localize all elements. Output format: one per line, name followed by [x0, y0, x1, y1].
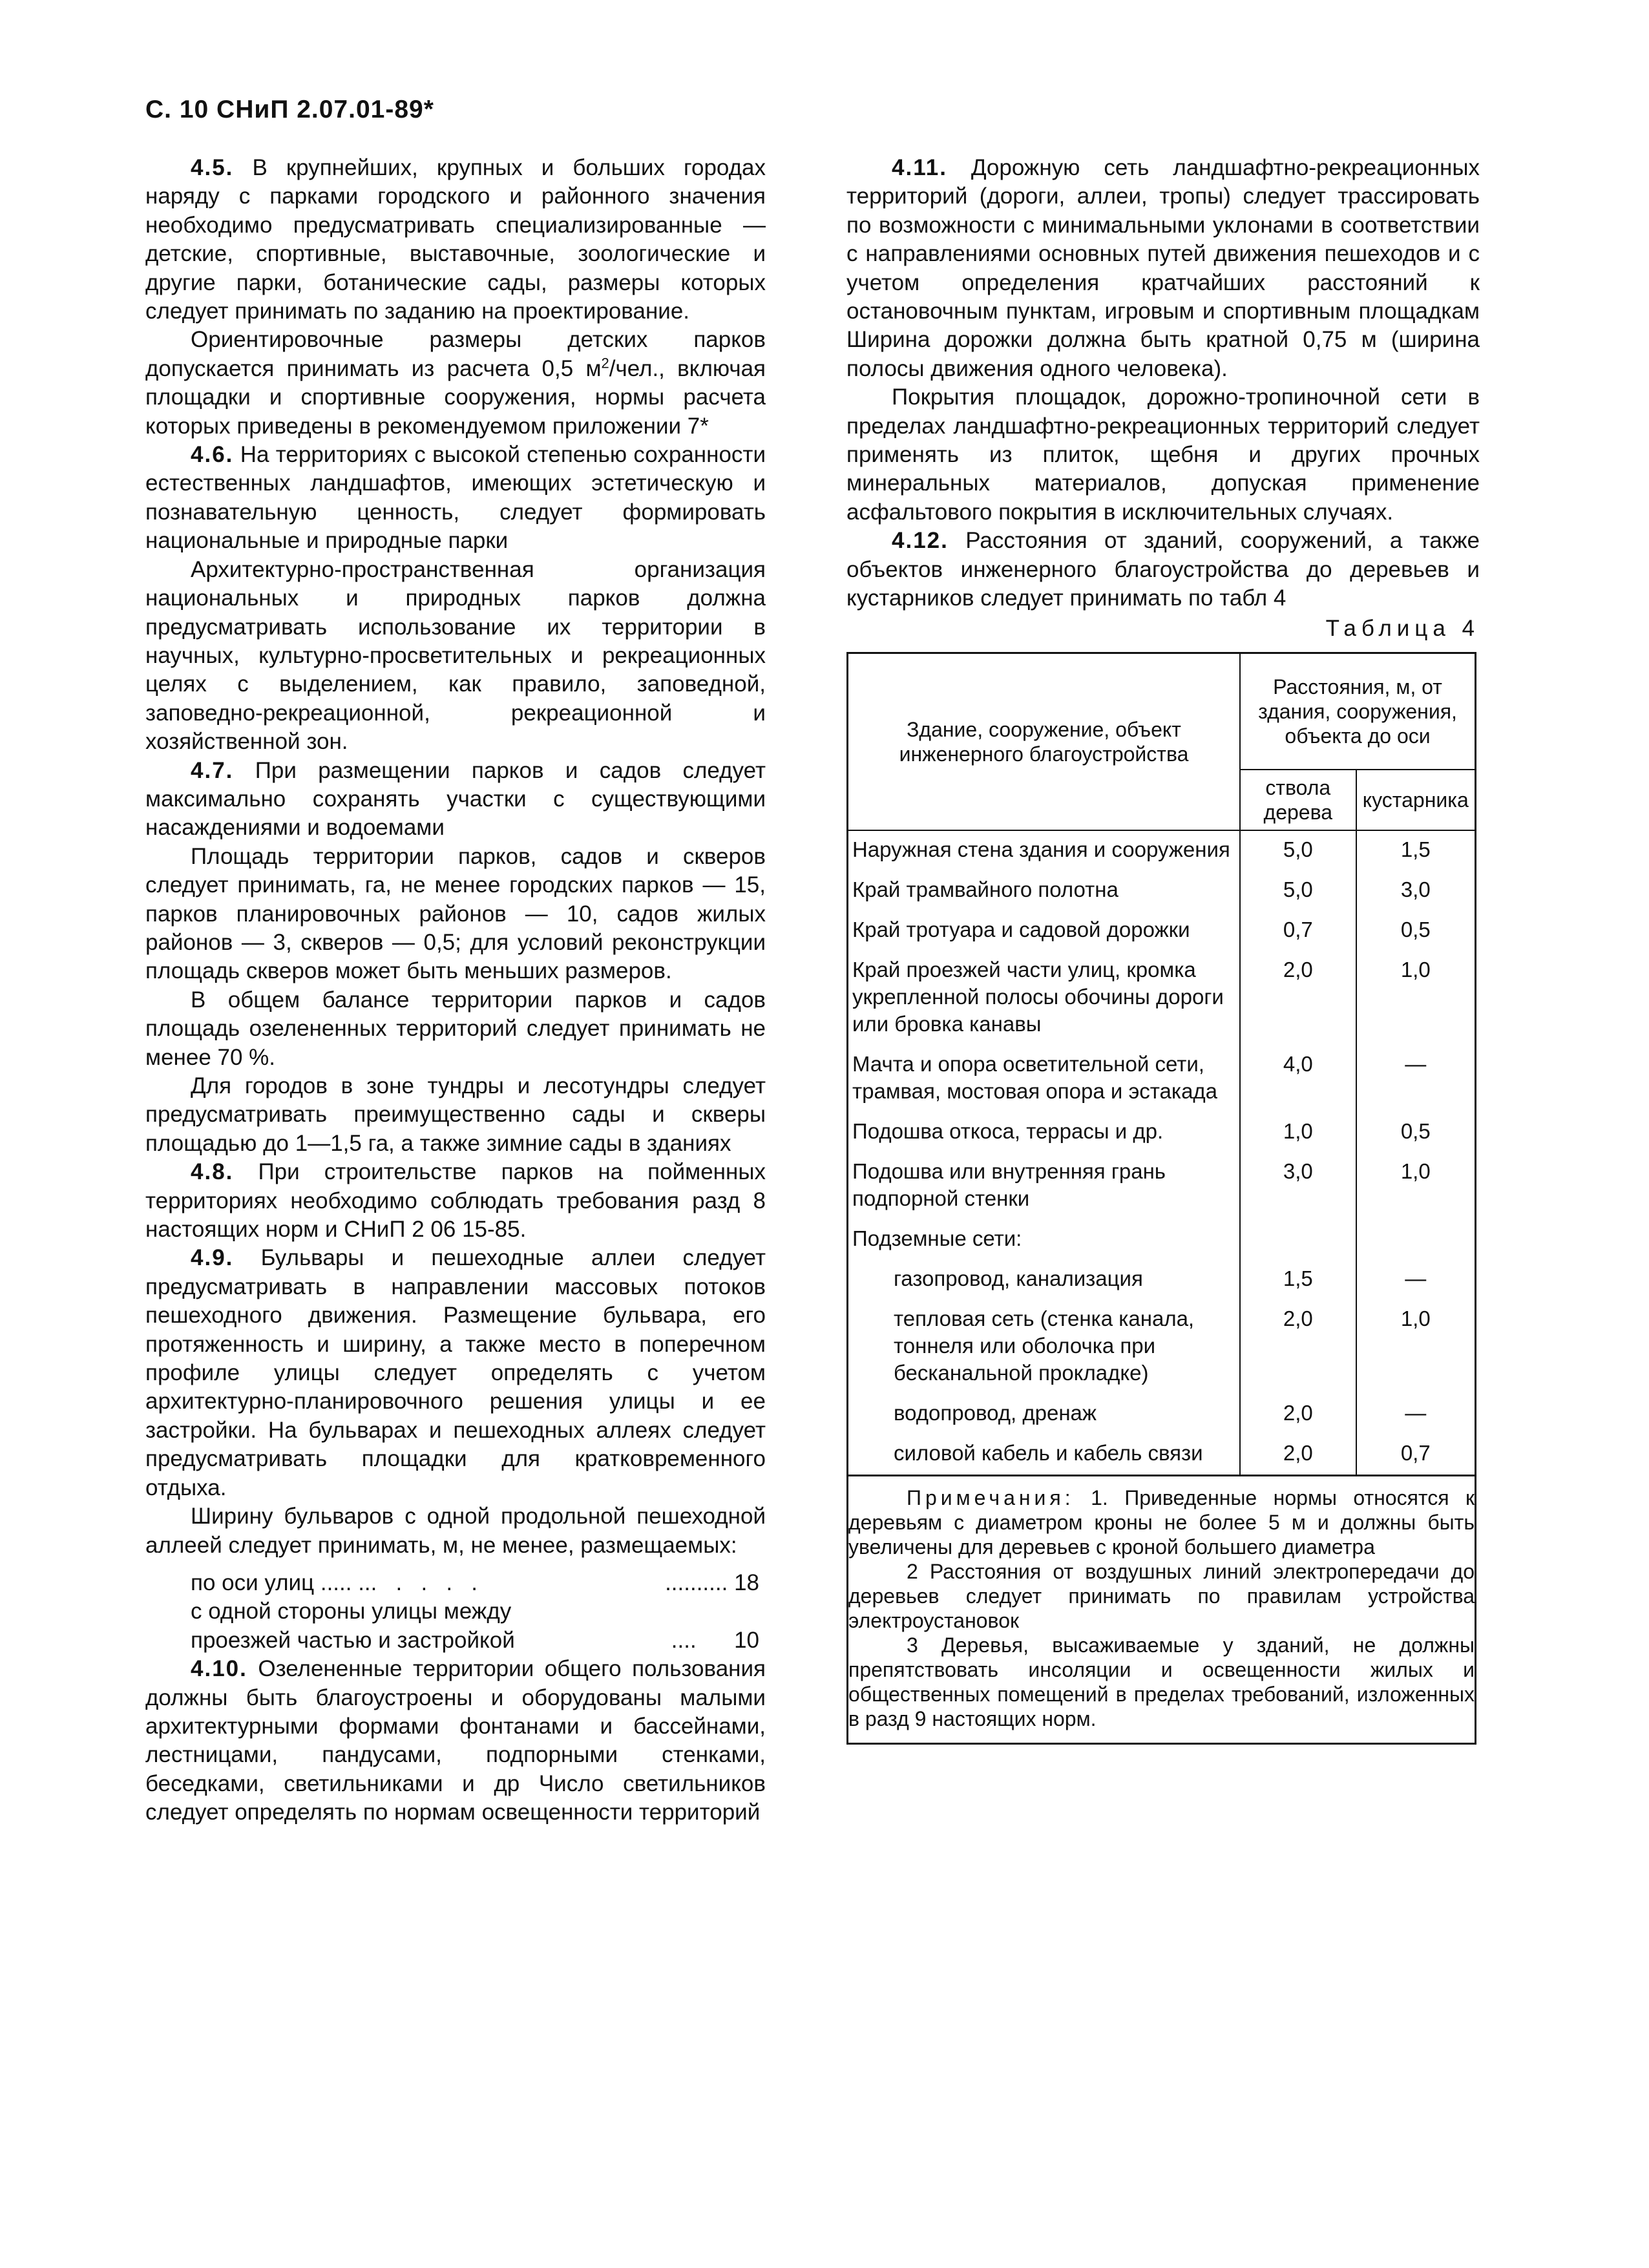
clause-4-11-surfaces: Покрытия площадок, дорожно-тропиночной сети в пределах ландшафтно-рекреационных территорий следует применять из плиток, щебня и других прочных минеральных материалов, допуская применение асфальтового покрытия в исключительных случаях. — [846, 384, 1480, 525]
table-row: Наружная стена здания и сооружения 5,0 1,5 — [848, 830, 1476, 871]
clause-4-5-children-parks: Ориентировочные размеры детских парков допускается принимать из расчета 0,5 $м^2$/чел., включая площадки и спортивные сооружения, нормы расчета которых приведены в рекомендуемом приложении 7* — [145, 327, 766, 439]
width-row-one-side: с одной стороны улицы между — [191, 1599, 512, 1624]
table-row: Край трамвайного полотна 5,0 3,0 — [848, 871, 1476, 911]
clause-4-6: 4.6. На территориях с высокой степенью сохранности естественных ландшафтов, имеющих эстетическую и познавательную ценность, следует формировать национальные и природные парки — [145, 442, 766, 554]
note-2: 2 Расстояния от воздушных линий электропередачи до деревьев следует принимать по правилам устройства электроустановок — [848, 1559, 1475, 1632]
note-3: 3 Деревья, высаживаемые у зданий, не должны препятствовать инсоляции и освещенности жилых и общественных помещений в пределах требований, изложенных в разд 9 настоящих норм. — [848, 1633, 1475, 1730]
table-row: Край тротуара и садовой дорожки 0,7 0,5 — [848, 911, 1476, 951]
clause-4-9-width: Ширину бульваров с одной продольной пешеходной аллеей следует принимать, м, не менее, размещаемых: — [145, 1504, 766, 1558]
clause-4-10: 4.10. Озелененные территории общего пользования должны быть благоустроены и оборудованы малыми архитектурными формами фонтанами и бассейнами, лестницами, пандусами, подпорными стенками, беседками, светильниками и др Число светильников следует определять по нормам освещенности территорий — [145, 1656, 766, 1825]
clause-4-7-area: Площадь территории парков, садов и скверов следует принимать, га, не менее городских парков — 15, парков планировочных районов — 10, садов жилых районов — 3, скверов — 0,5; для условий реконструкции площадь скверов может быть меньших размеров. — [145, 843, 766, 984]
table-row: водопровод, дренаж 2,0 — — [848, 1394, 1476, 1434]
width-row-roadway: проезжей частью и застройкой .... 10 — [191, 1627, 759, 1653]
clause-4-7-balance: В общем балансе территории парков и садов площадь озелененных территорий следует принимать не менее 70 %. — [145, 987, 766, 1070]
table-row: Край проезжей части улиц, кромка укрепленной полосы обочины дороги или бровка канавы 2,0 1,0 — [848, 951, 1476, 1045]
table-header-tree: ствола дерева — [1240, 770, 1356, 830]
table-notes — [846, 1476, 1476, 1745]
table-row: Мачта и опора осветительной сети, трамвая, мостовая опора и эстакада 4,0 — — [848, 1045, 1476, 1113]
distance-table — [846, 652, 1476, 1476]
table-row: Подошва или внутренняя грань подпорной стенки 3,0 1,0 — [848, 1153, 1476, 1220]
boulevard-width-list — [191, 1569, 759, 1655]
note-1: Примечания: 1. Приведенные нормы относятся к деревьям с диаметром кроны не более 5 м и должны быть увеличены для деревьев с кроной большего диаметра — [848, 1486, 1475, 1559]
table-row: Подошва откоса, террасы и др. 1,0 0,5 — [848, 1113, 1476, 1153]
page-header: С. 10 СНиП 2.07.01-89* — [145, 96, 434, 123]
table-row: силовой кабель и кабель связи 2,0 0,7 — [848, 1434, 1476, 1476]
clause-4-5: 4.5. В крупнейших, крупных и больших городах наряду с парками городского и районного значения необходимо предусматривать специализированные — детские, спортивные, выставочные, зоологические и другие парки, ботанические сады, размеры которых следует принимать по заданию на проектирование. — [145, 155, 766, 324]
table-row: тепловая сеть (стенка канала, тоннеля или оболочка при бесканальной прокладке) 2,0 1,0 — [848, 1300, 1476, 1394]
right-column — [846, 154, 1480, 1745]
clause-4-7-tundra: Для городов в зоне тундры и лесотундры следует предусматривать преимущественно сады и скверы площадью до 1—1,5 га, а также зимние сады в зданиях — [145, 1073, 766, 1156]
table-row: газопровод, канализация 1,5 — — [848, 1260, 1476, 1300]
clause-4-9: 4.9. Бульвары и пешеходные аллеи следует предусматривать в направлении массовых потоков пешеходного движения. Размещение бульвара, его протяженность и ширину, а также место в поперечном профиле улицы следует определять с учетом архитектурно-планировочного решения улицы и ее застройки. На бульварах и пешеходных аллеях следует предусматривать площадки для кратковременного отдыха. — [145, 1245, 766, 1500]
clause-4-6-organization: Архитектурно-пространственная организация национальных и природных парков должна предусматривать использование их территории в научных, культурно-просветительных и рекреационных целях с выделением, как правило, заповедной, заповедно-рекреационной, рекреационной и хозяйственной зон. — [145, 556, 766, 755]
table-title: Таблица 4 — [1325, 615, 1480, 641]
table-header-object: Здание, сооружение, объект инженерного благоустройства — [848, 653, 1241, 830]
clause-4-7: 4.7. При размещении парков и садов следует максимально сохранять участки с существующими насаждениями и водоемами — [145, 757, 766, 841]
clause-4-12: 4.12. Расстояния от зданий, сооружений, а также объектов инженерного благоустройства до деревьев и кустарников следует принимать по табл 4 — [846, 528, 1480, 611]
table-header-shrub: кустарника — [1356, 770, 1476, 830]
clause-4-11: 4.11. Дорожную сеть ландшафтно-рекреационных территорий (дороги, аллеи, тропы) следует трассировать по возможности с минимальными уклонами в соответствии с направлениями основных путей движения пешеходов и с учетом определения кратчайших расстояний к остановочным пунктам, игровым и спортивным площадкам Ширина дорожки должна быть кратной 0,75 м (ширина полосы движения одного человека). — [846, 155, 1480, 381]
width-row-street-axis: по оси улиц ..... ... . . . . .......... 18 — [191, 1570, 759, 1595]
table-header-distance: Расстояния, м, от здания, сооружения, объекта до оси — [1240, 653, 1475, 770]
table-group-row: Подземные сети: — [848, 1220, 1476, 1260]
left-column — [145, 154, 766, 1827]
clause-4-8: 4.8. При строительстве парков на пойменных территориях необходимо соблюдать требования разд 8 настоящих норм и СНиП 2 06 15-85. — [145, 1159, 766, 1243]
